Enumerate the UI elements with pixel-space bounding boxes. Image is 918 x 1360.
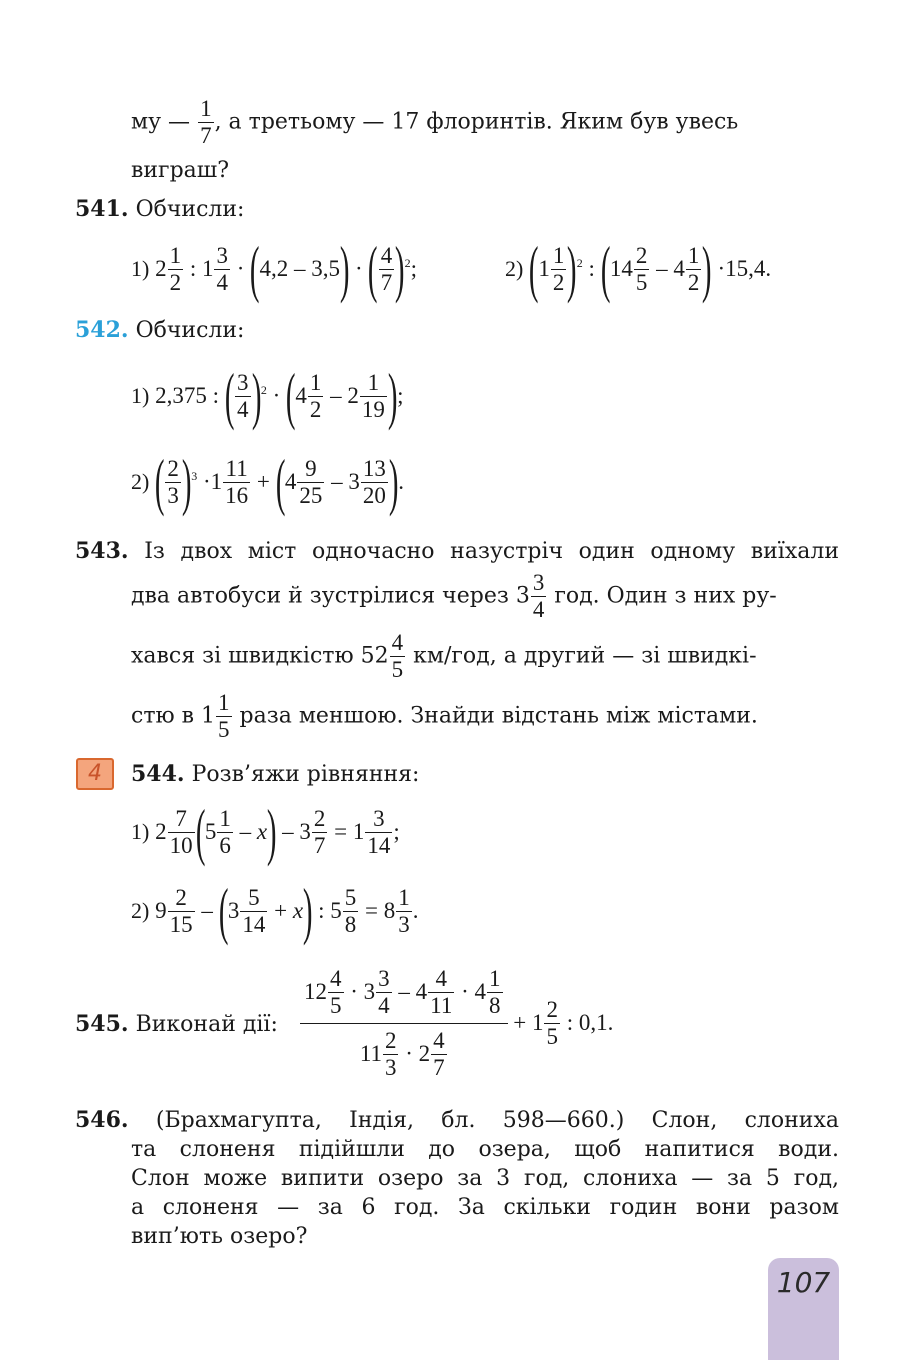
problem-543-line-4: стю в 1 $\frac{1}{5}$ раза меншою. Знайди відстань між містами. (131, 690, 758, 742)
problem-title: Розв’яжи рівняння: (191, 762, 420, 787)
problem-546-line-4: а слоненя — за 6 год. За скільки годин вони разом (131, 1195, 839, 1220)
problem-number: 544. (131, 761, 185, 787)
problem-543-line-1: 543. Із двох міст одночасно назустріч один одному виїхали (75, 538, 839, 564)
fraction: $\frac{1}{7}$ (200, 96, 212, 148)
problem-546-line-1: 546. (Брахмагупта, Індія, бл. 598—660.) Слон, слониха (75, 1107, 839, 1133)
problem-542-heading (75, 315, 244, 346)
problem-542-item-2: 2) ( $\frac{2}{3}$ ) 3 ·1 $\frac{11}{16}$ + ( 4 $\frac{9}{25}$ – 3 $\frac{13}{20}$ ) . (131, 446, 404, 517)
problem-number: 543. (75, 538, 129, 564)
problem-number: 546. (75, 1107, 129, 1133)
problem-544-item-1: 1) 2 $\frac{7}{10}$ ( 5 $\frac{1}{6}$ – x ) – 3 $\frac{2}{7}$ = 1 $\frac{3}{14}$ ; (131, 796, 400, 867)
problem-number: 541. (75, 196, 129, 222)
page-number: 107 (776, 1266, 831, 1299)
problem-title: Обчисли: (135, 197, 245, 222)
problem-545-heading (75, 1009, 278, 1040)
problem-544-heading (131, 759, 419, 790)
problem-title: Виконай дії: (135, 1012, 278, 1037)
problem-541-heading (75, 194, 244, 225)
problem-number: 545. (75, 1011, 129, 1037)
problem-542-item-1: 1) 2,375 : ( $\frac{3}{4}$ ) 2 · ( 4 $\frac{1}{2}$ – 2 $\frac{1}{19}$ ) ; (131, 360, 404, 431)
problem-544-item-2: 2) 9 $\frac{2}{15}$ – ( 3 $\frac{5}{14}$ + x ) : 5 $\frac{5}{8}$ = 8 $\frac{1}{3}$ . (131, 875, 419, 946)
problem-546-line-5: вип’ють озеро? (131, 1224, 308, 1249)
problem-541-item-1: 1) 2 $\frac{1}{2}$ : 1 $\frac{3}{4}$ · ( 4,2 – 3,5 ) · ( $\frac{4}{7}$ ) 2 ; (131, 233, 417, 304)
problem-545-expression: 12 $\frac{4}{5}$ · 3 $\frac{3}{4}$ – 4 $\frac{4}{11}$ · 4 $\frac{1}{8}$ 11 $\frac{2}{3}$ · 2 $\frac{4}{7}$ + 1 $\frac{2}{5}$ : 0,1. (300, 958, 613, 1088)
difficulty-badge: 4 (76, 758, 114, 790)
intro-line-1: му — $\frac{1}{7}$ , а третьому — 17 флоринтів. Яким був увесь (131, 96, 739, 148)
problem-543-line-2: два автобуси й зустрілися через 3 $\frac{3}{4}$ год. Один з них ру- (131, 570, 777, 622)
problem-title: Обчисли: (135, 318, 245, 343)
problem-546-line-3: Слон може випити озеро за 3 год, слониха — за 5 год, (131, 1166, 839, 1191)
problem-541-item-2: 2) ( 1 $\frac{1}{2}$ ) 2 : ( 14 $\frac{2}{5}$ – 4 $\frac{1}{2}$ ) ·15,4. (505, 233, 772, 304)
problem-543-line-3: хався зі швидкістю 52 $\frac{4}{5}$ км/год, а другий — зі швидкі- (131, 630, 757, 682)
intro-line-2: виграш? (131, 158, 230, 183)
problem-number: 542. (75, 317, 129, 343)
problem-546-line-2: та слоненя підійшли до озера, щоб напитися води. (131, 1137, 839, 1162)
page-number-tab (768, 1258, 839, 1360)
